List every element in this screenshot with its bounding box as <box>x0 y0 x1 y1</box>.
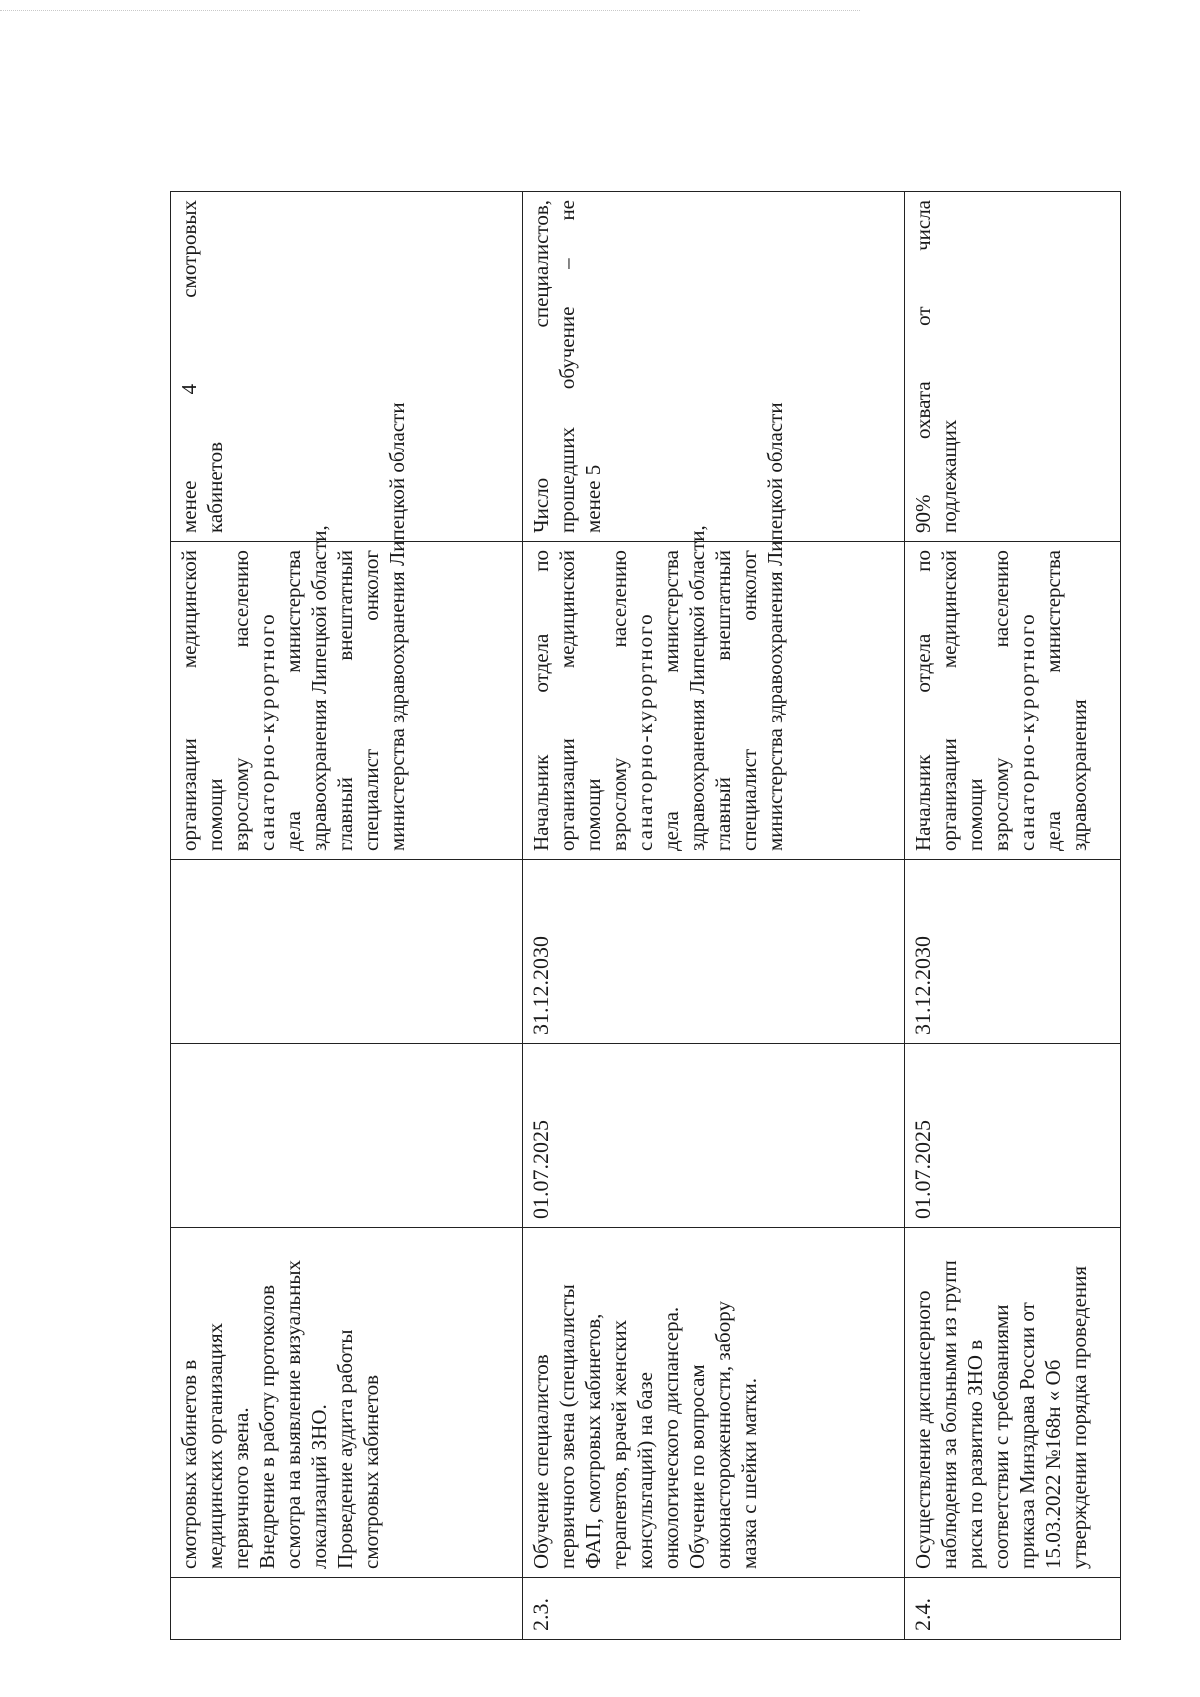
action-line: Обучение по вопросам <box>685 1364 709 1569</box>
responsible-line: дела министерства <box>659 550 683 851</box>
action-line: наблюдения за больными из групп <box>937 1260 961 1569</box>
action-line: консультаций) на базе <box>633 1372 657 1569</box>
measures-table <box>170 191 1121 1640</box>
action-line: мазка с шейки матки. <box>737 1378 761 1569</box>
action-line: первичного звена (специалисты <box>555 1284 579 1569</box>
indicator-line: подлежащих <box>937 419 961 533</box>
responsible-line: специалист онколог <box>359 550 383 851</box>
indicator-line: менее 4 смотровых <box>177 200 201 533</box>
row-number <box>171 1578 523 1640</box>
responsible-line: здравоохранения <box>1067 699 1091 851</box>
action-line: Осуществление диспансерного <box>911 1290 935 1569</box>
start-date <box>171 1044 523 1228</box>
indicator-line: 90% охвата от числа <box>911 200 935 533</box>
responsible-line: взрослому населению <box>989 550 1013 851</box>
responsible-line: санаторно-курортного <box>255 612 279 851</box>
responsible-line: санаторно-курортного <box>1015 612 1039 851</box>
end-date <box>171 860 523 1044</box>
responsible-line: взрослому населению <box>229 550 253 851</box>
indicator-line: прошедших обучение – не <box>555 200 579 533</box>
action-line: Обучение специалистов <box>529 1354 553 1569</box>
action-line: приказа Минздрава России от <box>1015 1302 1039 1569</box>
action-line: терапевтов, врачей женских <box>607 1319 631 1569</box>
action-cell <box>905 1228 1121 1578</box>
responsible-line: взрослому населению <box>607 550 631 851</box>
responsible-line: Липецкой области, <box>307 525 331 695</box>
responsible-line: здравоохранения <box>763 571 787 723</box>
action-line: 15.03.2022 №168н « Об <box>1041 1359 1065 1569</box>
action-line: первичного звена. <box>229 1407 253 1569</box>
responsible-line: организации медицинской <box>177 550 201 851</box>
responsible-line: организации медицинской <box>937 550 961 851</box>
indicator-line: Число специалистов, <box>529 200 553 533</box>
responsible-line: помощи <box>203 778 227 851</box>
start-date: 01.07.2025 <box>523 1044 905 1228</box>
action-line: утверждении порядка проведения <box>1067 1265 1091 1569</box>
scan-edge-line <box>0 10 860 11</box>
row-number: 2.3. <box>523 1578 905 1640</box>
end-date: 31.12.2030 <box>523 860 905 1044</box>
action-line: ФАП, смотровых кабинетов, <box>581 1313 605 1569</box>
responsible-line: помощи <box>581 778 605 851</box>
action-line: Проведение аудита работы <box>333 1329 357 1569</box>
action-line: Внедрение в работу протоколов <box>255 1284 279 1569</box>
table-row <box>523 192 905 1640</box>
indicator-cell <box>171 192 523 542</box>
end-date: 31.12.2030 <box>905 860 1121 1044</box>
responsible-line: министерства <box>385 728 409 851</box>
action-line: смотровых кабинетов <box>359 1374 383 1569</box>
responsible-line: Липецкой области <box>763 402 787 567</box>
responsible-line: Липецкой области <box>385 402 409 567</box>
responsible-line: Липецкой области, <box>685 525 709 695</box>
responsible-line: здравоохранения <box>385 571 409 723</box>
action-line: риска по развитию ЗНО в <box>963 1339 987 1569</box>
action-line: локализаций ЗНО. <box>307 1404 331 1569</box>
action-cell <box>171 1228 523 1578</box>
action-line: онкологического диспансера. <box>659 1306 683 1569</box>
indicator-cell <box>523 192 905 542</box>
responsible-line: главный внештатный <box>333 550 357 851</box>
indicator-line: кабинетов <box>203 441 227 533</box>
row-number: 2.4. <box>905 1578 1121 1640</box>
indicator-line: менее 5 <box>581 464 605 533</box>
responsible-line: дела министерства <box>1041 550 1065 851</box>
action-line: онконастороженности, забору <box>711 1301 735 1569</box>
action-line: смотровых кабинетов в <box>177 1359 201 1569</box>
responsible-cell <box>905 542 1121 860</box>
responsible-line: Начальник отдела по <box>529 550 553 851</box>
responsible-line: здравоохранения <box>307 699 331 851</box>
responsible-line: здравоохранения <box>685 699 709 851</box>
responsible-line: дела министерства <box>281 550 305 851</box>
responsible-line: санаторно-курортного <box>633 612 657 851</box>
responsible-line: помощи <box>963 778 987 851</box>
rotated-page-content <box>170 192 1120 1640</box>
action-cell <box>523 1228 905 1578</box>
indicator-cell <box>905 192 1121 542</box>
responsible-line: Начальник отдела по <box>911 550 935 851</box>
table-row <box>171 192 523 1640</box>
responsible-line: организации медицинской <box>555 550 579 851</box>
action-line: медицинских организациях <box>203 1322 227 1569</box>
action-line: соответствии с требованиями <box>989 1304 1013 1569</box>
action-line: осмотра на выявление визуальных <box>281 1260 305 1569</box>
responsible-line: главный внештатный <box>711 550 735 851</box>
responsible-line: специалист онколог <box>737 550 761 851</box>
start-date: 01.07.2025 <box>905 1044 1121 1228</box>
table-row <box>905 192 1121 1640</box>
responsible-line: министерства <box>763 728 787 851</box>
